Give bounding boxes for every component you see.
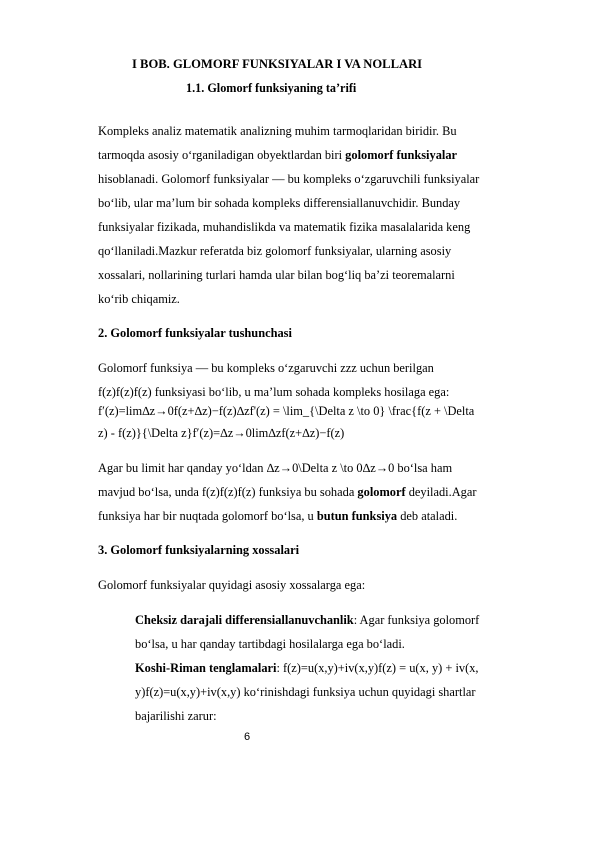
body-line: [98, 461, 452, 475]
section3-heading: 3. Golomorf funksiyalarning xossalari: [98, 543, 300, 557]
text-span: Golomorf funksiya — bu kompleks o‘zgaruvchi zzz uchun berilgan: [98, 361, 434, 375]
text-span: funksiyalar fizikada, muhandislikda va matematik fizika masalalarida keng: [98, 220, 471, 234]
page-number: 6: [244, 731, 251, 743]
text-span: bajarilishi zarur:: [135, 709, 217, 723]
text-span: deyiladi.Agar: [405, 485, 477, 499]
property-line: [135, 613, 479, 627]
text-span: Kompleks analiz matematik analizning muhim tarmoqlaridan biridir. Bu: [98, 124, 457, 138]
text-span: qo‘llaniladi.Mazkur referatda biz golomorf funksiyalar, ularning asosiy: [98, 244, 452, 258]
intro-line: [98, 172, 479, 186]
text-span: f′(z)=lim∆z→0f(z+∆z)−f(z)∆zf'(z) = \lim_{\Delta z \to 0} \frac{f(z + \Delta: [98, 404, 475, 418]
bold-term: golomorf: [357, 485, 406, 499]
text-span: : f(z)=u(x,y)+iv(x,y)f(z) = u(x, y) + iv(x,: [276, 661, 479, 675]
text-span: z) - f(z)}{\Delta z}f′(z)=∆z→0lim∆zf(z+∆z)−f(z): [98, 426, 345, 440]
text-span: bo‘lsa, u har qanday tartibdagi hosilalarga ega bo‘ladi.: [135, 637, 405, 651]
text-span: funksiya har bir nuqtada golomorf bo‘lsa, u: [98, 509, 317, 523]
body-line: [98, 509, 457, 523]
text-span: f(z)f(z)f(z) funksiyasi bo‘lib, u ma’lum sohada kompleks hosilaga ega:: [98, 385, 450, 399]
intro-line: [98, 220, 470, 234]
intro-line: [98, 292, 180, 306]
intro-line: [98, 244, 451, 258]
body-line: [98, 485, 476, 499]
section-title: 1.1. Glomorf funksiyaning ta’rifi: [186, 81, 357, 95]
text-span: hisoblanadi. Golomorf funksiyalar — bu kompleks o‘zgaruvchili funksiyalar: [98, 172, 480, 186]
property-line: [135, 709, 217, 723]
formula-line: [98, 404, 474, 418]
intro-line: [98, 196, 460, 210]
intro-line: [98, 148, 457, 162]
text-span: xossalari, nollarining turlari hamda ular bilan bog‘liq ba’zi teoremalarni: [98, 268, 455, 282]
text-span: y)f(z)=u(x,y)+iv(x,y) ko‘rinishdagi funksiya uchun quyidagi shartlar: [135, 685, 476, 699]
intro-line: [98, 124, 457, 138]
text-span: : Agar funksiya golomorf: [353, 613, 480, 627]
body-line: [98, 385, 449, 399]
body-line: [98, 361, 434, 375]
intro-line: [98, 268, 455, 282]
bold-term: butun funksiya: [316, 509, 398, 523]
body-line: Golomorf funksiyalar quyidagi asosiy xossalarga ega:: [98, 578, 366, 592]
text-span: bo‘lib, ular ma’lum bir sohada kompleks differensiallanuvchidir. Bunday: [98, 196, 461, 210]
bold-term: Koshi-Riman tenglamalari: [135, 661, 277, 675]
text-span: deb ataladi.: [397, 509, 458, 523]
text-span: tarmoqda asosiy o‘rganiladigan obyektlardan biri: [98, 148, 346, 162]
property-line: [135, 661, 479, 675]
section2-heading: 2. Golomorf funksiyalar tushunchasi: [98, 326, 292, 340]
property-line: [135, 637, 405, 651]
text-span: ko‘rib chiqamiz.: [98, 292, 180, 306]
chapter-title: I BOB. GLOMORF FUNKSIYALAR I VA NOLLARI: [132, 57, 423, 71]
formula-line: [98, 426, 344, 440]
bold-term: golomorf funksiyalar: [345, 148, 458, 162]
text-span: mavjud bo‘lsa, unda f(z)f(z)f(z) funksiya bu sohada: [98, 485, 358, 499]
bold-term: Cheksiz darajali differensiallanuvchanlik: [135, 613, 354, 627]
property-line: [135, 685, 476, 699]
text-span: Agar bu limit har qanday yo‘ldan ∆z→0\Delta z \to 0∆z→0 bo‘lsa ham: [98, 461, 453, 475]
